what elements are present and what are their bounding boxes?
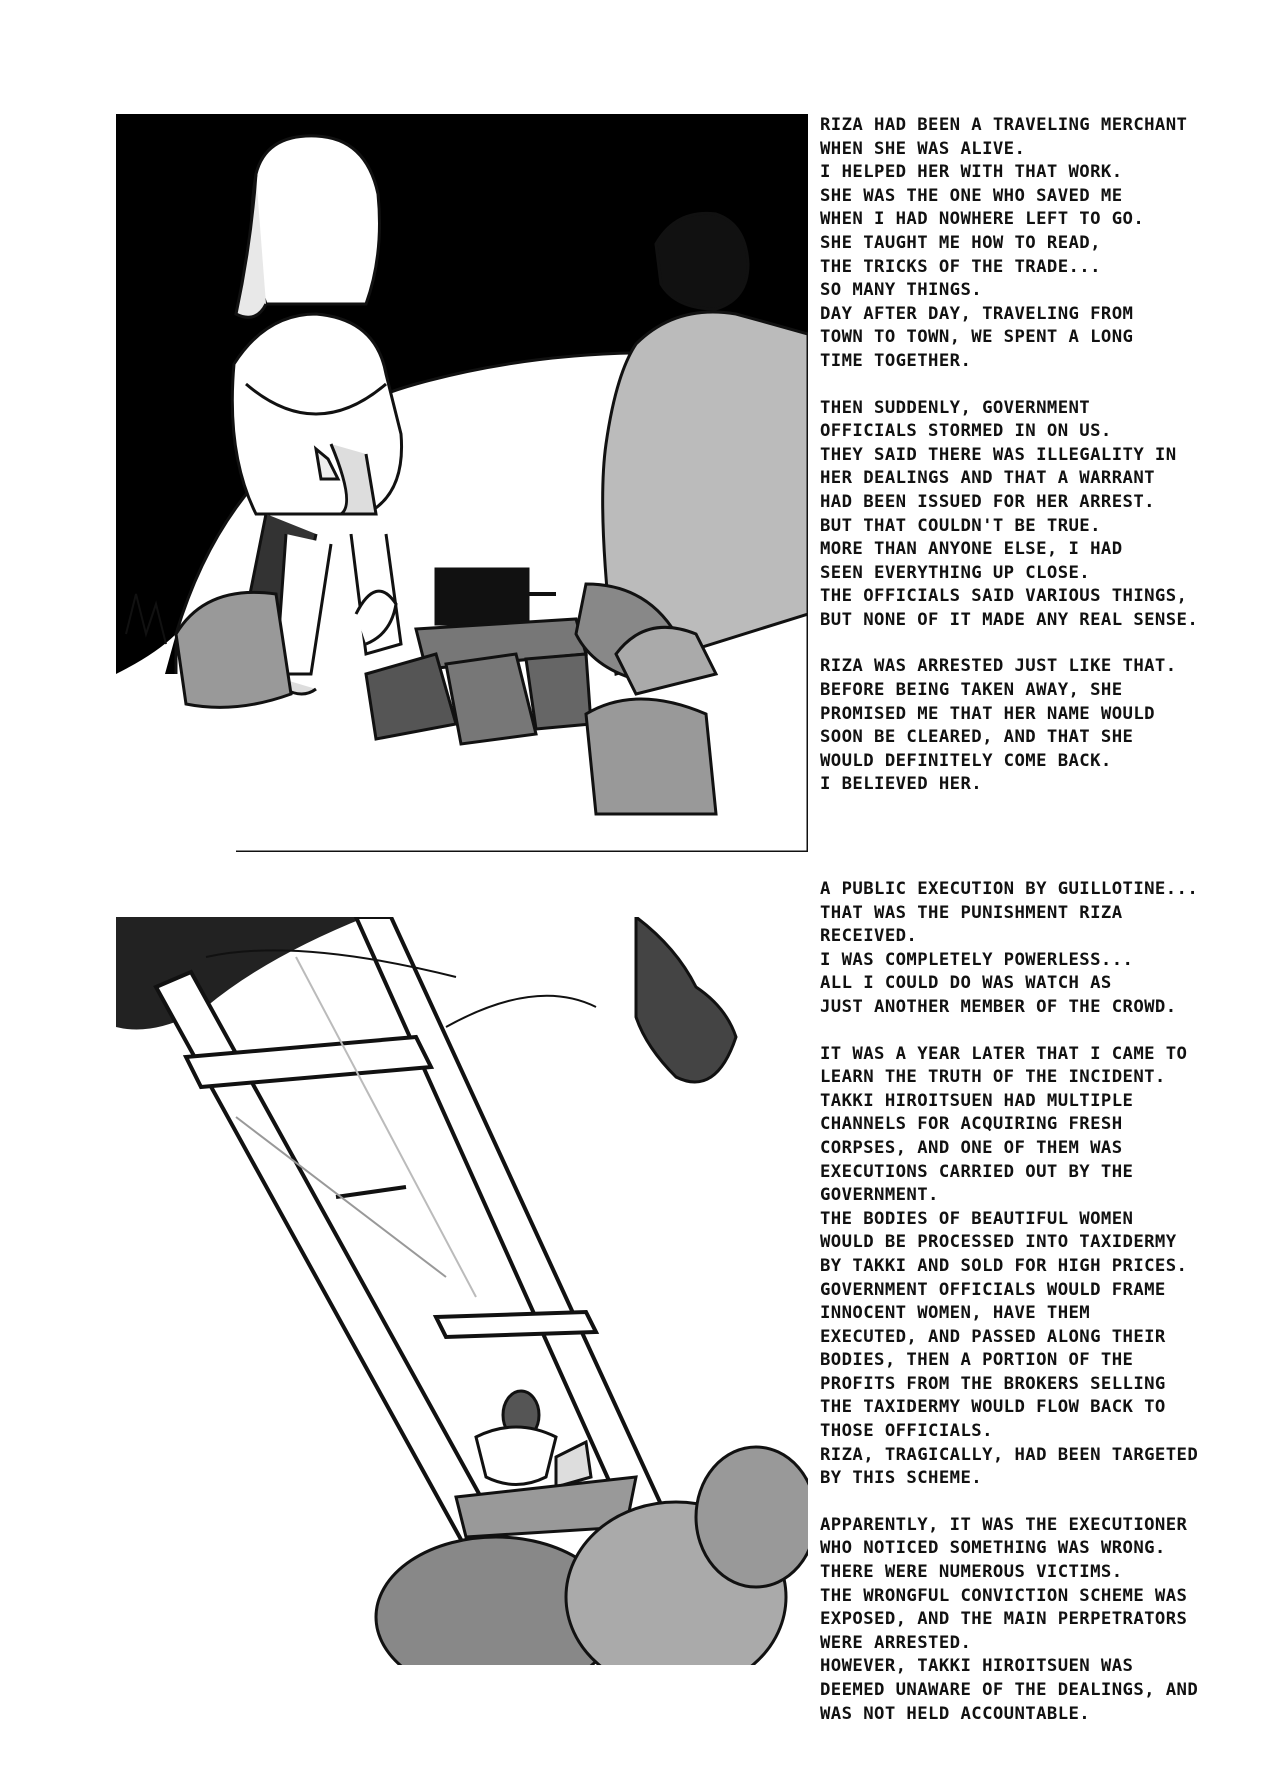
narration-line: DEEMED UNAWARE OF THE DEALINGS, AND [820,1680,1199,1700]
narration-line: OFFICIALS STORMED IN ON US. [820,421,1112,442]
narration-line: WHEN SHE WAS ALIVE. [820,138,1026,159]
narration-line: THAT WAS THE PUNISHMENT RIZA [820,902,1123,923]
narration-line: BEFORE BEING TAKEN AWAY, SHE [820,680,1123,701]
narration-line: RIZA, TRAGICALLY, HAD BEEN TARGETED [820,1444,1199,1465]
narration-line: EXECUTED, AND PASSED ALONG THEIR [820,1326,1166,1347]
narration-line: TOWN TO TOWN, WE SPENT A LONG [820,327,1134,348]
campfire-illustration [116,114,808,852]
narration-paragraph [820,114,1270,374]
narration-line: WOULD DEFINITELY COME BACK. [820,750,1112,771]
narration-line: ALL I COULD DO WAS WATCH AS [820,973,1112,994]
narration-paragraph [820,1043,1270,1491]
narration-line: I BELIEVED HER. [820,774,983,795]
narration-line: THE WRONGFUL CONVICTION SCHEME WAS [820,1585,1188,1606]
narration-line: WHEN I HAD NOWHERE LEFT TO GO. [820,209,1145,230]
narration-line: A PUBLIC EXECUTION BY GUILLOTINE... [820,879,1199,899]
narration-line: THOSE OFFICIALS. [820,1421,993,1442]
narration-line: WERE ARRESTED. [820,1632,972,1653]
narration-line: WAS NOT HELD ACCOUNTABLE. [820,1703,1091,1724]
narration-line: SHE WAS THE ONE WHO SAVED ME [820,185,1123,206]
narration-line: HOWEVER, TAKKI HIROITSUEN WAS [820,1656,1134,1677]
narration-paragraph [820,878,1270,1020]
narration-line: APPARENTLY, IT WAS THE EXECUTIONER [820,1514,1188,1535]
narration-line: THE OFFICIALS SAID VARIOUS THINGS, [820,586,1188,607]
narration-line: THEY SAID THERE WAS ILLEGALITY IN [820,444,1177,465]
narration-line: LEARN THE TRUTH OF THE INCIDENT. [820,1067,1166,1088]
narration-line: THE BODIES OF BEAUTIFUL WOMEN [820,1208,1134,1229]
narration-line: SEEN EVERYTHING UP CLOSE. [820,562,1091,583]
guillotine-illustration [116,917,808,1665]
narration-line: HER DEALINGS AND THAT A WARRANT [820,468,1155,489]
narration-line: SOON BE CLEARED, AND THAT SHE [820,727,1134,748]
narration-line: THEN SUDDENLY, GOVERNMENT [820,397,1091,418]
campfire-illustration-panel [116,114,808,852]
narration-line: RIZA WAS ARRESTED JUST LIKE THAT. [820,656,1177,677]
narration-line: BUT THAT COULDN'T BE TRUE. [820,515,1101,536]
narration-line: WOULD BE PROCESSED INTO TAXIDERMY [820,1232,1177,1253]
narration-line: PROMISED ME THAT HER NAME WOULD [820,703,1155,724]
narration-line: GOVERNMENT OFFICIALS WOULD FRAME [820,1279,1166,1300]
narration-line: SO MANY THINGS. [820,280,983,301]
narration-line: EXECUTIONS CARRIED OUT BY THE [820,1161,1134,1182]
narration-line: TAKKI HIROITSUEN HAD MULTIPLE [820,1090,1134,1111]
narration-line: WHO NOTICED SOMETHING WAS WRONG. [820,1538,1166,1559]
narration-line: IT WAS A YEAR LATER THAT I CAME TO [820,1043,1188,1064]
narration-line: BY THIS SCHEME. [820,1468,983,1489]
narration-paragraph [820,397,1270,633]
narration-text-top [820,114,1270,820]
narration-text-bottom [820,878,1270,1749]
narration-line: THERE WERE NUMEROUS VICTIMS. [820,1562,1123,1583]
narration-line: I WAS COMPLETELY POWERLESS... [820,949,1134,970]
narration-line: CHANNELS FOR ACQUIRING FRESH [820,1114,1123,1135]
narration-paragraph [820,1514,1270,1726]
narration-line: RIZA HAD BEEN A TRAVELING MERCHANT [820,115,1188,135]
narration-line: THE TRICKS OF THE TRADE... [820,256,1101,277]
narration-line: SHE TAUGHT ME HOW TO READ, [820,232,1101,253]
narration-line: BY TAKKI AND SOLD FOR HIGH PRICES. [820,1255,1188,1276]
narration-line: DAY AFTER DAY, TRAVELING FROM [820,303,1134,324]
narration-line: I HELPED HER WITH THAT WORK. [820,162,1123,183]
narration-line: MORE THAN ANYONE ELSE, I HAD [820,539,1123,560]
narration-line: BODIES, THEN A PORTION OF THE [820,1350,1134,1371]
guillotine-illustration-panel [116,917,808,1665]
narration-line: THE TAXIDERMY WOULD FLOW BACK TO [820,1397,1166,1418]
narration-line: JUST ANOTHER MEMBER OF THE CROWD. [820,996,1177,1017]
narration-paragraph [820,655,1270,797]
narration-line: PROFITS FROM THE BROKERS SELLING [820,1373,1166,1394]
narration-line: HAD BEEN ISSUED FOR HER ARREST. [820,491,1155,512]
narration-line: EXPOSED, AND THE MAIN PERPETRATORS [820,1609,1188,1630]
narration-line: CORPSES, AND ONE OF THEM WAS [820,1137,1123,1158]
narration-line: GOVERNMENT. [820,1185,939,1206]
narration-line: BUT NONE OF IT MADE ANY REAL SENSE. [820,609,1199,630]
narration-line: TIME TOGETHER. [820,350,972,371]
narration-line: RECEIVED. [820,926,918,947]
narration-line: INNOCENT WOMEN, HAVE THEM [820,1303,1091,1324]
